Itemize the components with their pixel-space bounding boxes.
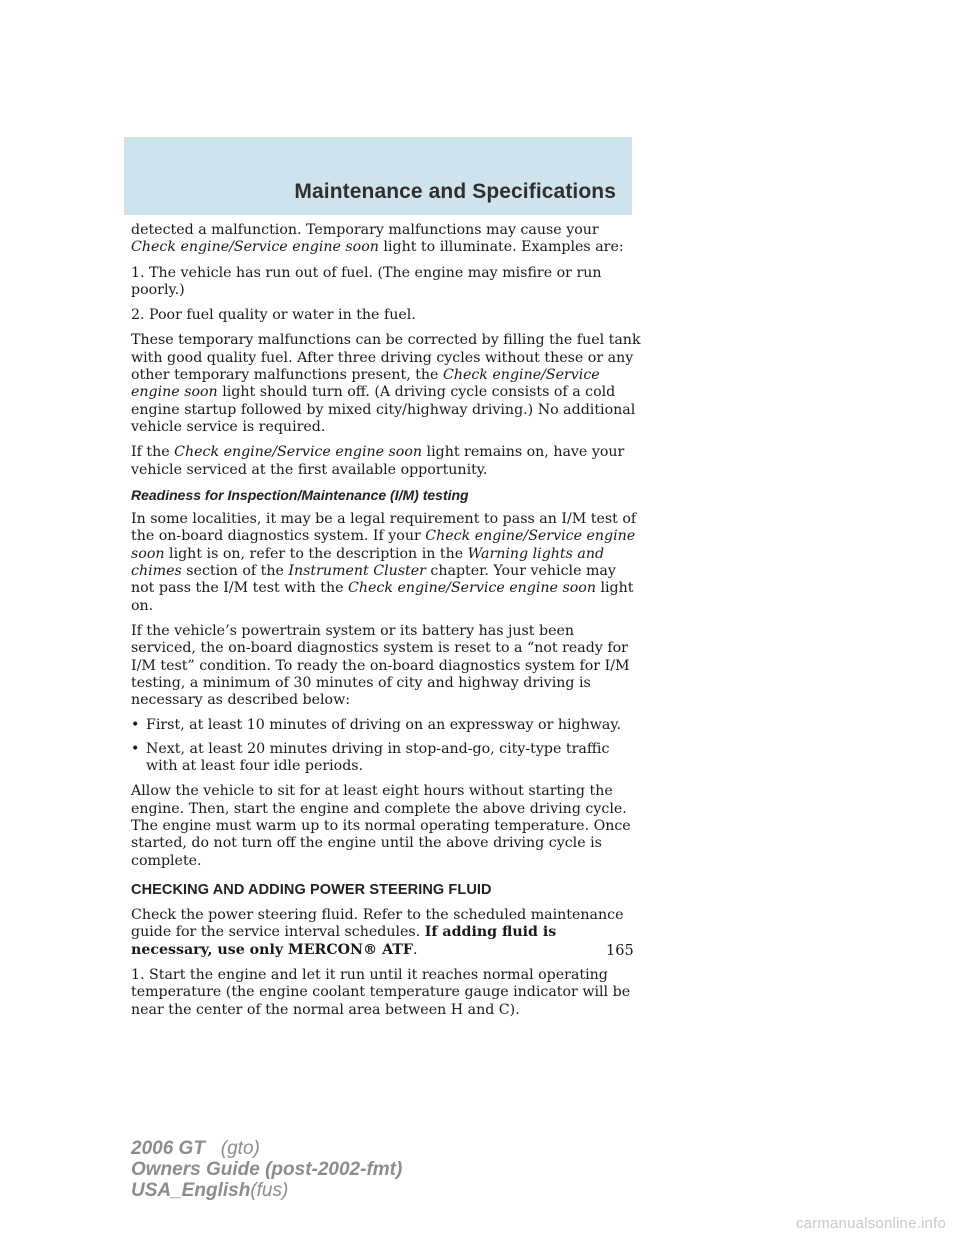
italic-term: Warning lights and chimes [131,545,605,580]
text-run: light is on, refer to the description in the [164,545,468,562]
text-run: light remains on, have your vehicle serviced at the first available opportunity. [131,444,625,478]
paragraph-powertrain-reset: If the vehicle’s powertrain system or its battery has just been serviced, the on-board diagnostics system is reset to a “not ready for I/M test” condition. To ready the on-board diagnostics system for I/M testing, a minimum of 30 minutes of city and highway driving is necessary as described below: [131,622,630,709]
italic-term: Check engine/Service engine soon [131,367,600,401]
paragraph-im-test [131,511,641,615]
footer-line-3 [131,1180,402,1201]
text-run: section of the [181,563,289,580]
italic-term: Check engine/Service engine soon [348,580,596,597]
list-item-text: Next, at least 20 minutes driving in stop-and-go, city-type traffic with at least four idle periods. [146,740,610,775]
paragraph-light-remains-on [131,444,641,479]
bold-instruction: If adding fluid is necessary, use only MERCON® ATF [131,924,557,958]
page-number: 165 [606,943,634,959]
italic-term: Instrument Cluster [288,563,426,580]
list-item [131,717,641,734]
section-heading-power-steering: CHECKING AND ADDING POWER STEERING FLUID [131,881,492,898]
text-run: These temporary malfunctions can be corrected by filling the fuel tank with good quality fuel. After three driving cycles without these or any other temporary malfunctions present, the [131,332,641,384]
text-run: . [412,941,418,958]
text-run: light on. [131,580,634,614]
bullet-icon: • [131,740,140,757]
driving-steps-list [131,717,641,775]
list-item-text: First, at least 10 minutes of driving on an expressway or highway. [146,717,622,734]
paragraph-malfunction-intro [131,222,641,257]
paragraph-temporary-malfunctions [131,332,641,436]
footer-model: 2006 GT [131,1138,205,1159]
page-body [131,222,641,1027]
paragraph-example-1: 1. The vehicle has run out of fuel. (The engine may misfire or run poorly.) [131,264,602,298]
chapter-header-band [124,137,632,215]
footer-model-code: (gto) [220,1138,260,1159]
text-run: If the [131,444,175,461]
bullet-icon: • [131,717,140,734]
paragraph-allow-vehicle-sit: Allow the vehicle to sit for at least eight hours without starting the engine. Then, start the engine and complete the above driving cycle. The engine must warm up to its normal operating temperature. Once started, do not turn off the engine until the above driving cycle is complete. [131,783,631,869]
footer-line-2: Owners Guide (post-2002-fmt) [131,1159,403,1180]
paragraph-step-1: 1. Start the engine and let it run until it reaches normal operating temperature (the engine coolant temperature gauge indicator will be near the center of the normal area between H and C). [131,966,631,1018]
text-run: In some localities, it may be a legal requirement to pass an I/M test of the on-board diagnostics system. If your [131,511,637,545]
document-footer [131,1138,402,1201]
subheading-im-testing: Readiness for Inspection/Maintenance (I/M) testing [131,486,469,503]
italic-term: Check engine/Service engine soon [131,239,379,256]
text-run: light to illuminate. Examples are: [378,239,624,256]
text-run: chapter. Your vehicle may not pass the I/M test with the [131,563,616,597]
italic-term: Check engine/Service engine soon [131,528,636,562]
text-run: light should turn off. (A driving cycle consists of a cold engine startup followed by mixed city/highway driving.) No additional vehicle service is required. [131,384,636,435]
italic-term: Check engine/Service engine soon [174,444,423,461]
footer-language-code: (fus) [250,1180,289,1201]
text-run: Check the power steering fluid. Refer to the scheduled maintenance guide for the service interval schedules. [131,907,624,941]
watermark-text: carmanualsonline.info [795,1215,946,1232]
chapter-title: Maintenance and Specifications [294,180,616,203]
text-run: detected a malfunction. Temporary malfunctions may cause your [131,222,599,238]
paragraph-check-fluid [131,907,641,959]
paragraph-example-2: 2. Poor fuel quality or water in the fuel. [131,307,416,324]
footer-line-1 [131,1138,402,1159]
list-item [131,741,641,776]
footer-language: USA_English [131,1180,251,1201]
